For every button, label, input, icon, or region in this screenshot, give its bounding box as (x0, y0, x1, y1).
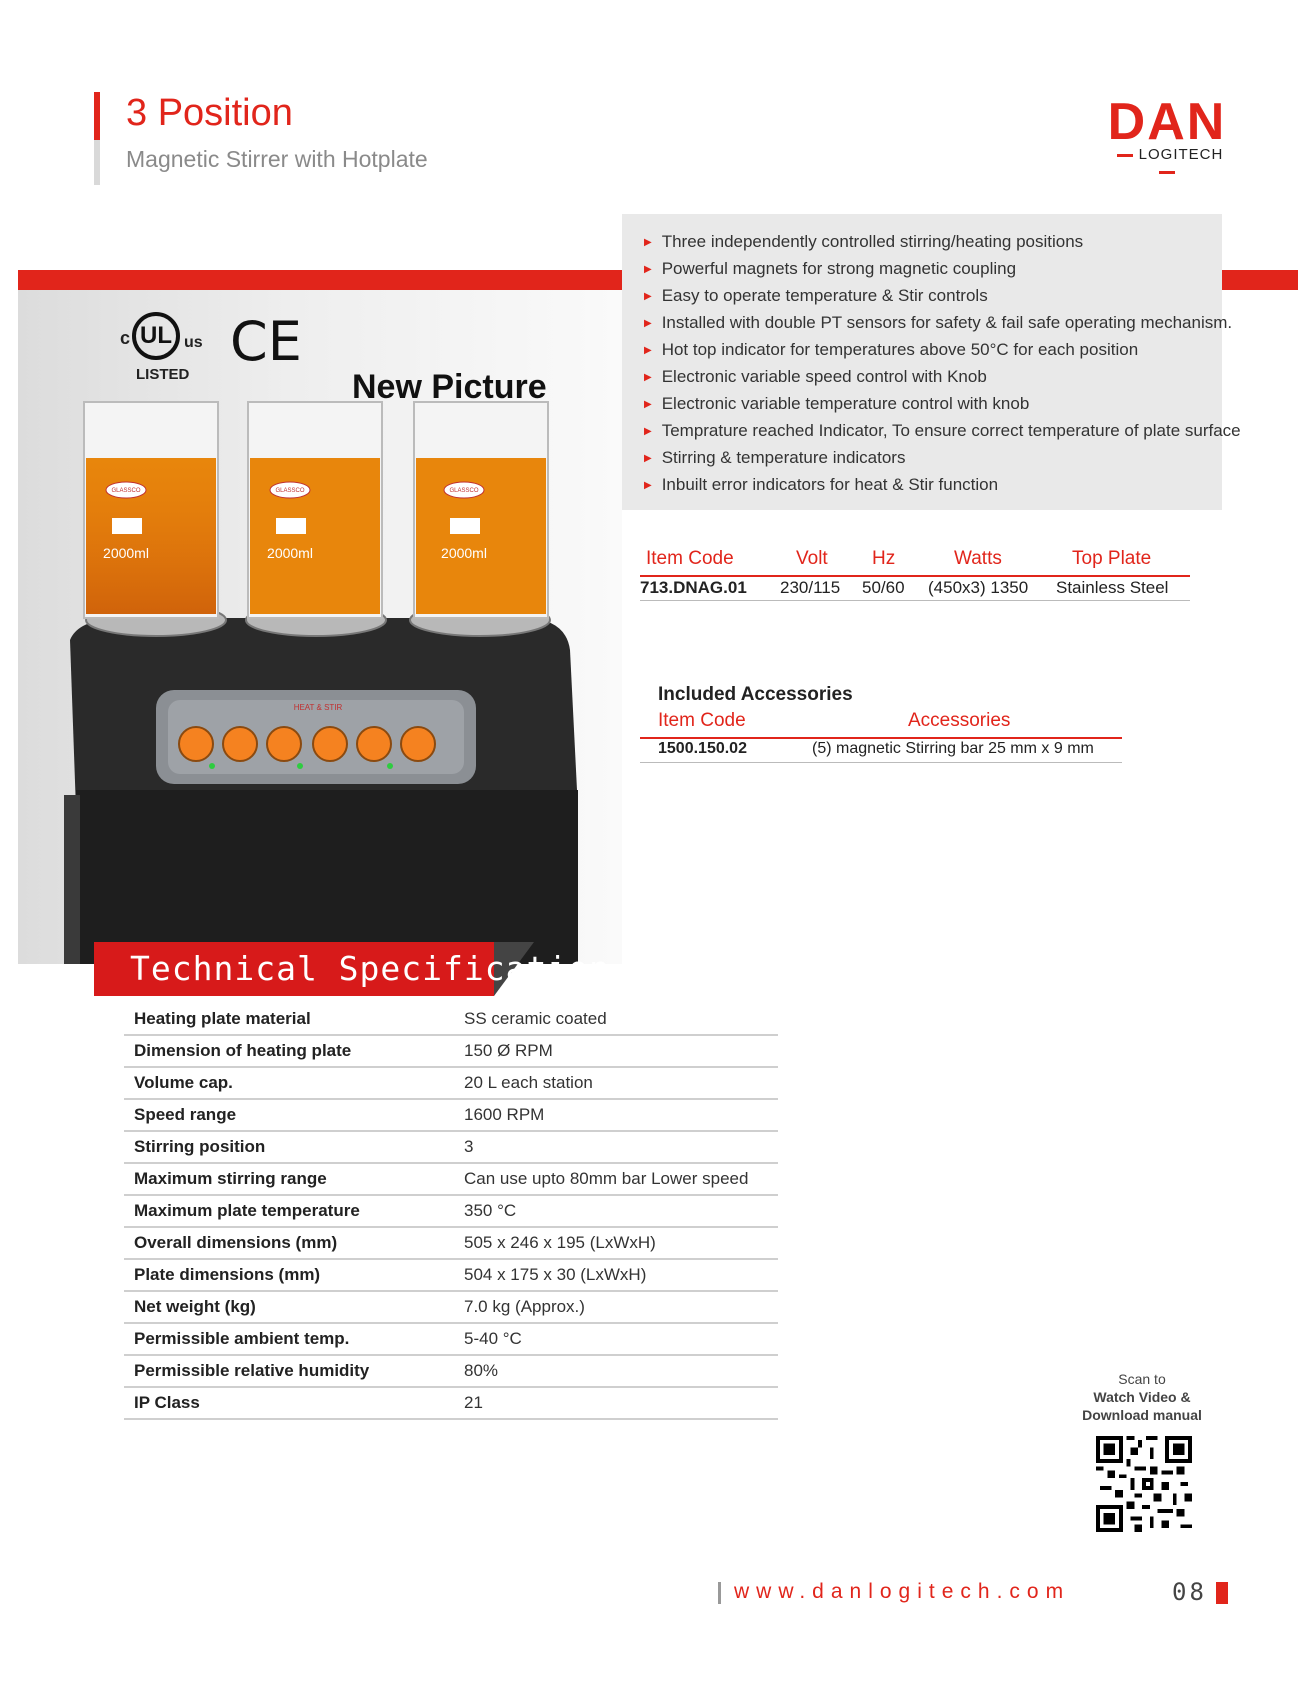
top-plate-header: Top Plate (1072, 548, 1152, 569)
table-row (124, 1035, 778, 1067)
website-link[interactable]: www.danlogitech.com (734, 1580, 1071, 1603)
table-row (124, 1291, 778, 1323)
spec-key: Heating plate material (124, 1004, 454, 1035)
svg-text:GLASSCO: GLASSCO (111, 488, 141, 494)
spec-value: 80% (454, 1355, 778, 1387)
svg-text:GLASSCO: GLASSCO (275, 488, 305, 494)
spec-key: Permissible relative humidity (124, 1355, 454, 1387)
feature-item: ▶ Powerful magnets for strong magnetic coupling (644, 255, 1222, 282)
accessories-bottom-rule (640, 762, 1122, 763)
accessories-rule (640, 737, 1122, 739)
qr-caption-line1: Scan to (1118, 1371, 1166, 1387)
control-panel-label: HEAT & STIR (293, 703, 343, 712)
table-row (124, 1387, 778, 1419)
footer-divider (718, 1582, 721, 1604)
ul-icon: UL (132, 312, 180, 360)
logo-subtitle: LOGITECH (1098, 146, 1236, 180)
qr-caption (1066, 1370, 1218, 1424)
table-row (124, 1067, 778, 1099)
feature-item: ▶ Electronic variable speed control with Knob (644, 363, 1222, 390)
table-row (124, 1131, 778, 1163)
accessories-header: Accessories (908, 710, 1011, 731)
table-row (124, 1323, 778, 1355)
table-row (124, 1259, 778, 1291)
svg-text:2000ml: 2000ml (267, 545, 313, 561)
item-table-rule (640, 575, 1190, 577)
top-plate-value: Stainless Steel (1056, 578, 1169, 597)
spec-key: Speed range (124, 1099, 454, 1131)
spec-key: Plate dimensions (mm) (124, 1259, 454, 1291)
item-table-bottom-rule (640, 600, 1190, 601)
hz-value: 50/60 (862, 578, 905, 597)
item-code-value: 713.DNAG.01 (640, 578, 747, 597)
page-number: 08 (1172, 1578, 1207, 1606)
spec-key: IP Class (124, 1387, 454, 1419)
red-band-right (1222, 270, 1298, 290)
svg-text:2000ml: 2000ml (103, 545, 149, 561)
feature-item: ▶ Electronic variable temperature control with knob (644, 390, 1222, 417)
table-row (124, 1004, 778, 1035)
feature-item: ▶ Installed with double PT sensors for safety & fail safe operating mechanism. (644, 309, 1222, 336)
title-accent-bar-red (94, 92, 100, 140)
spec-value: 350 °C (454, 1195, 778, 1227)
volt-header: Volt (796, 548, 828, 569)
spec-key: Stirring position (124, 1131, 454, 1163)
page-title: 3 Position (126, 92, 293, 134)
accessory-value: (5) magnetic Stirring bar 25 mm x 9 mm (812, 740, 1094, 757)
red-band-left (18, 270, 622, 290)
features-list (622, 214, 1241, 498)
spec-value: 150 Ø RPM (454, 1035, 778, 1067)
watts-header: Watts (954, 548, 1002, 569)
watts-value: (450x3) 1350 (928, 578, 1029, 597)
acc-item-code-header: Item Code (658, 710, 746, 731)
accessories-title: Included Accessories (658, 684, 853, 705)
beakers (84, 402, 548, 618)
spec-value: SS ceramic coated (454, 1004, 778, 1035)
spec-value: 505 x 246 x 195 (LxWxH) (454, 1227, 778, 1259)
spec-key: Volume cap. (124, 1067, 454, 1099)
volt-value: 230/115 (780, 578, 841, 597)
spec-value: 21 (454, 1387, 778, 1419)
spec-value: 3 (454, 1131, 778, 1163)
spec-value: 20 L each station (454, 1067, 778, 1099)
table-row (124, 1355, 778, 1387)
spec-key: Maximum stirring range (124, 1163, 454, 1195)
photo-caption: New Picture (352, 368, 547, 406)
feature-item: ▶ Temprature reached Indicator, To ensure correct temperature of plate surface (644, 417, 1222, 444)
features-panel (622, 214, 1241, 510)
spec-title: Technical Specification (130, 949, 610, 988)
table-row (124, 1227, 778, 1259)
svg-text:GLASSCO: GLASSCO (449, 488, 479, 494)
acc-item-code-value: 1500.150.02 (658, 740, 747, 757)
spec-value: 7.0 kg (Approx.) (454, 1291, 778, 1323)
qr-caption-line2: Watch Video & (1093, 1389, 1191, 1405)
table-row (124, 1163, 778, 1195)
spec-key: Permissible ambient temp. (124, 1323, 454, 1355)
brand-logo (1098, 93, 1236, 163)
table-row (124, 1195, 778, 1227)
svg-text:2000ml: 2000ml (441, 545, 487, 561)
spec-table (124, 1004, 778, 1420)
hz-header: Hz (872, 548, 896, 569)
certification-marks (120, 310, 320, 390)
spec-key: Maximum plate temperature (124, 1195, 454, 1227)
feature-item: ▶ Easy to operate temperature & Stir controls (644, 282, 1222, 309)
feature-item: ▶ Three independently controlled stirring/heating positions (644, 228, 1222, 255)
ce-mark-icon: CE (230, 310, 302, 373)
qr-code-icon[interactable] (1096, 1436, 1192, 1532)
feature-item: ▶ Inbuilt error indicators for heat & Stir function (644, 471, 1222, 498)
spec-value: 504 x 175 x 30 (LxWxH) (454, 1259, 778, 1291)
item-code-header: Item Code (646, 548, 734, 569)
spec-key: Net weight (kg) (124, 1291, 454, 1323)
spec-value: Can use upto 80mm bar Lower speed (454, 1163, 778, 1195)
feature-item: ▶ Hot top indicator for temperatures above 50°C for each position (644, 336, 1222, 363)
table-row (124, 1099, 778, 1131)
logo-wordmark: DAN (1107, 93, 1227, 151)
ul-listed-label: LISTED (136, 366, 190, 383)
spec-value: 1600 RPM (454, 1099, 778, 1131)
page-subtitle: Magnetic Stirrer with Hotplate (126, 146, 428, 172)
feature-item: ▶ Stirring & temperature indicators (644, 444, 1222, 471)
spec-key: Overall dimensions (mm) (124, 1227, 454, 1259)
spec-key: Dimension of heating plate (124, 1035, 454, 1067)
page-number-marker (1216, 1582, 1228, 1604)
ul-c-mark: c (120, 328, 131, 348)
qr-caption-line3: Download manual (1082, 1407, 1202, 1423)
spec-value: 5-40 °C (454, 1323, 778, 1355)
ul-us-mark: us (184, 334, 203, 351)
